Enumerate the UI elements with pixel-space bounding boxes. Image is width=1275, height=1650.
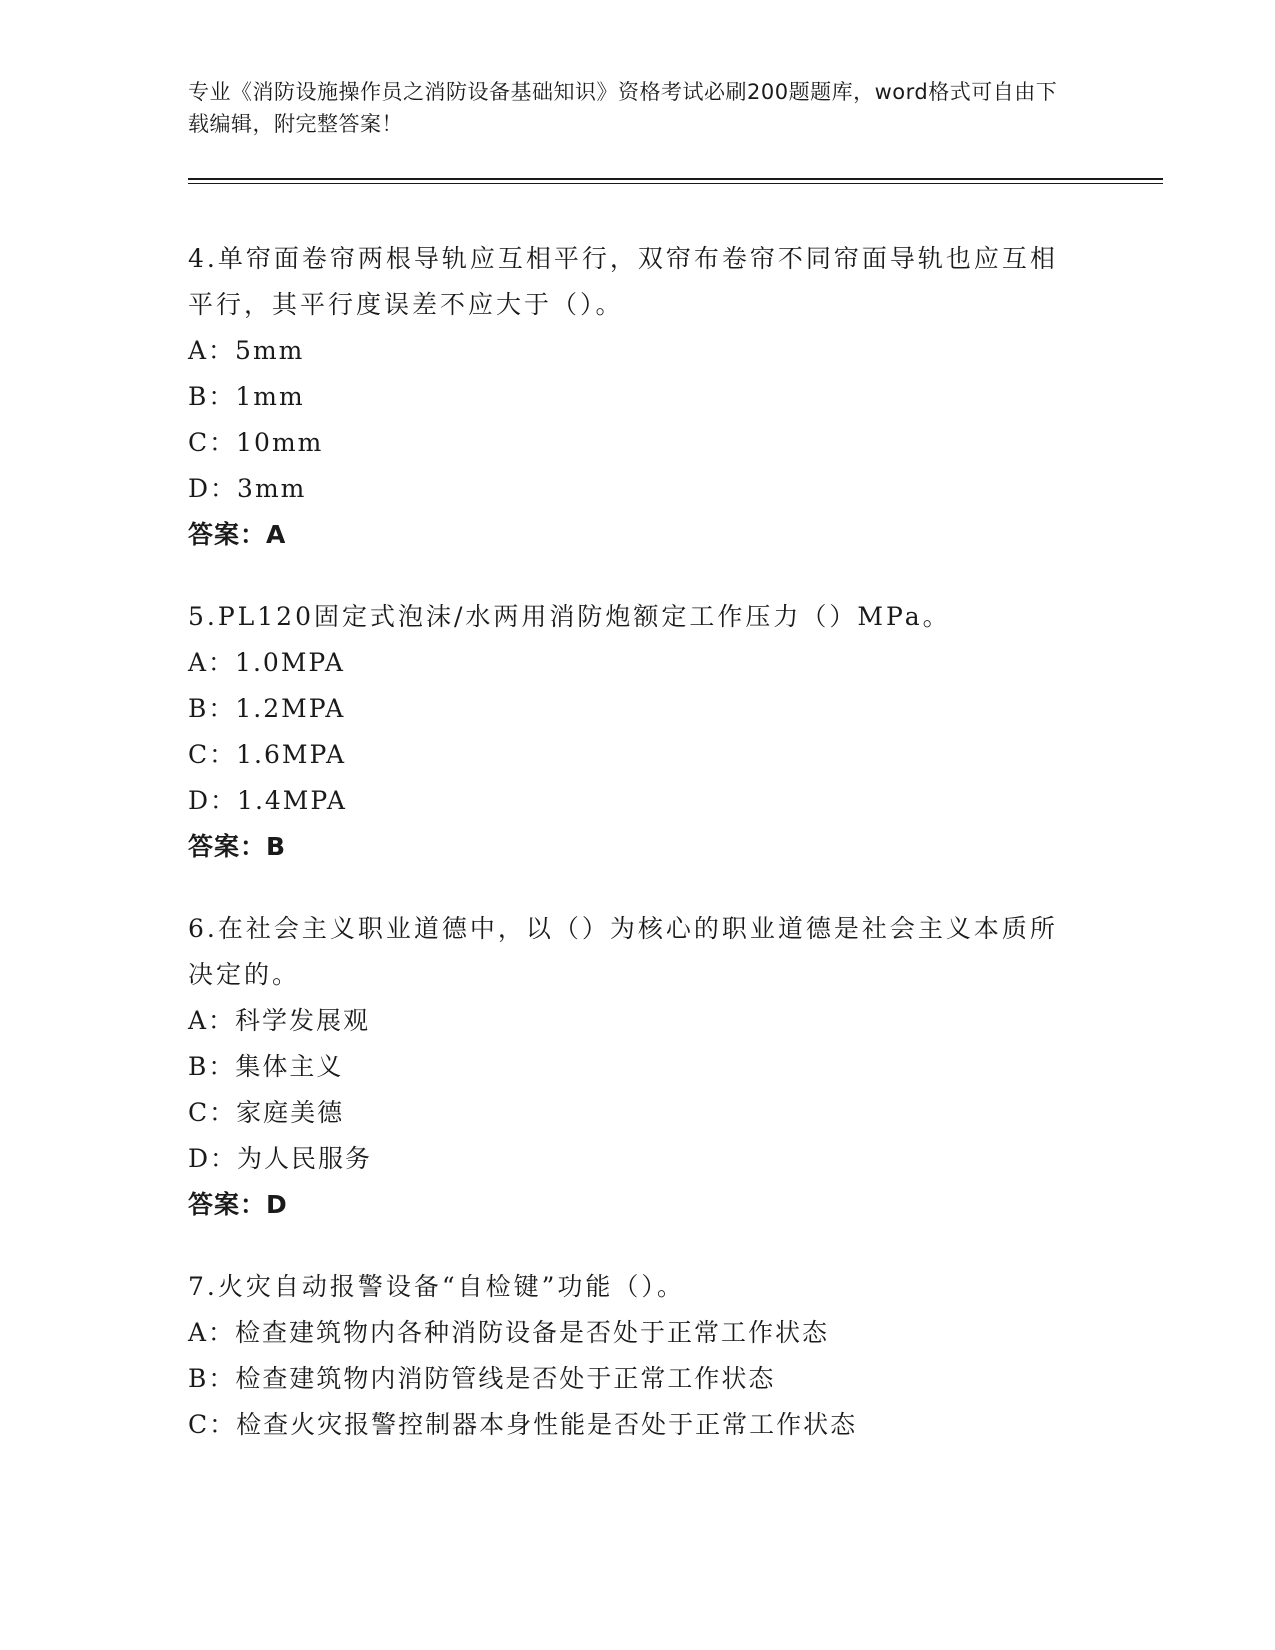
option-a: A：科学发展观 [188, 1006, 371, 1035]
question-text: 4.单帘面卷帘两根导轨应互相平行，双帘布卷帘不同帘面导轨也应互相平行，其平行度误差不应大于（）。 [188, 244, 1058, 319]
header-divider-thick [188, 178, 1163, 180]
answer: 答案：D [188, 1190, 288, 1219]
option-a: A：1.0MPA [188, 648, 345, 677]
answer: 答案：B [188, 832, 287, 861]
question-text: 6.在社会主义职业道德中，以（）为核心的职业道德是社会主义本质所决定的。 [188, 914, 1058, 989]
option-c: C：检查火灾报警控制器本身性能是否处于正常工作状态 [188, 1410, 858, 1439]
answer: 答案：A [188, 520, 287, 549]
question-5 [188, 594, 1068, 870]
option-b: B：检查建筑物内消防管线是否处于正常工作状态 [188, 1364, 776, 1393]
question-text: 5.PL120固定式泡沫/水两用消防炮额定工作压力（）MPa。 [188, 602, 951, 631]
option-c: C：家庭美德 [188, 1098, 345, 1127]
option-d: D：3mm [188, 474, 307, 503]
option-b: B：集体主义 [188, 1052, 344, 1081]
option-c: C：1.6MPA [188, 740, 347, 769]
option-b: B：1mm [188, 382, 305, 411]
question-list [188, 236, 1068, 1484]
question-6 [188, 906, 1068, 1228]
header-divider-thin [188, 183, 1163, 184]
option-a: A：5mm [188, 336, 305, 365]
option-d: D：1.4MPA [188, 786, 347, 815]
question-7 [188, 1264, 1068, 1448]
document-header: 专业《消防设施操作员之消防设备基础知识》资格考试必刷200题题库，word格式可自由下载编辑，附完整答案！ [188, 80, 1058, 136]
option-b: B：1.2MPA [188, 694, 346, 723]
option-c: C：10mm [188, 428, 324, 457]
question-4 [188, 236, 1068, 558]
option-a: A：检查建筑物内各种消防设备是否处于正常工作状态 [188, 1318, 830, 1347]
question-text: 7.火灾自动报警设备“自检键”功能（）。 [188, 1272, 685, 1301]
option-d: D：为人民服务 [188, 1144, 373, 1173]
